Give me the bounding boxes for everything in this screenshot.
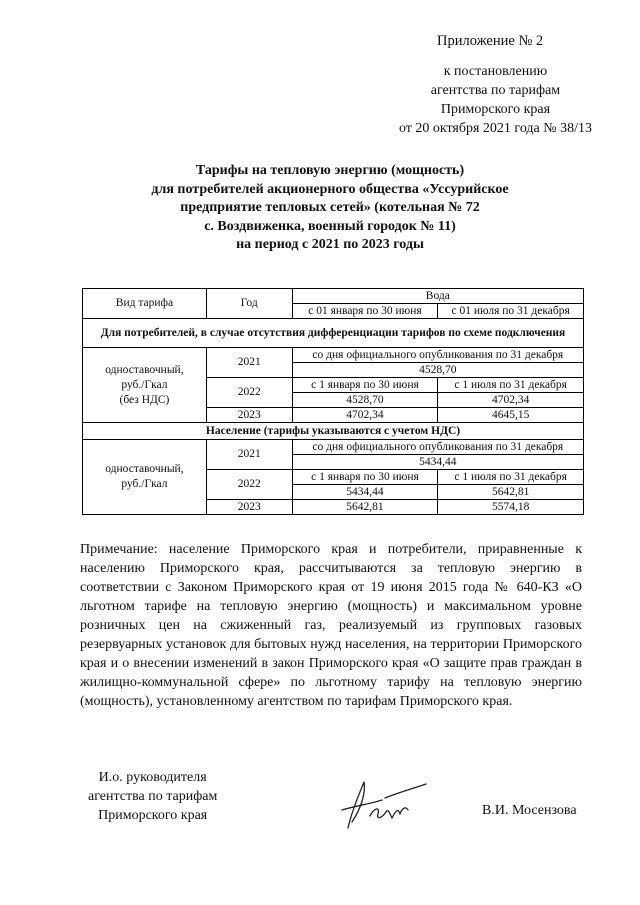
tariff-type-line: (без НДС) [119, 393, 170, 406]
title-line: Тарифы на тепловую энергию (мощность) [195, 163, 465, 178]
year-cell: 2023 [206, 500, 292, 515]
tariff-value: 5642,81 [438, 485, 584, 500]
header-water: Вода [292, 289, 583, 304]
note-paragraph: Примечание: население Приморского края и потребители, приравненные к населению Приморского края, рассчитываются за тепловую энергию в соответствии с Законом Приморского края от 19 июня 2015 года № 640-КЗ «О льготном тарифе на тепловую энергию (мощность) и максимальном уровне розничных цен на сжиженный газ, реализуемый из групповых газовых резервуарных установок для бытовых нужд населения, на территории Приморского края и о внесении изменений в закон Приморского края «О защите прав граждан в жилищно-коммунальной сфере» по льготному тарифу на тепловую энергию (мощность), установленному агентством по тарифам Приморского края. [80, 542, 582, 709]
period-label: со дня официального опубликования по 31 декабря [292, 440, 583, 455]
tariff-value: 4702,34 [292, 408, 438, 423]
section-title: Для потребителей, в случае отсутствия дифференциации тарифов по схеме подключения [83, 319, 584, 348]
tariff-value: 5574,18 [438, 500, 584, 515]
tariff-value: 4528,70 [292, 363, 583, 378]
position-line: И.о. руководителя [98, 770, 207, 785]
appendix-number: Приложение № 2 [437, 33, 544, 49]
tariff-type-line: одноставочный, [105, 363, 184, 376]
title-line: с. Воздвиженка, военный городок № 11) [204, 218, 456, 234]
handwritten-signature-icon [330, 770, 430, 840]
period-label: с 1 января по 30 июня [292, 378, 438, 393]
header-period-second-half: с 01 июля по 31 декабря [438, 304, 584, 319]
period-label: с 1 июля по 31 декабря [438, 378, 584, 393]
period-label: с 1 января по 30 июня [292, 470, 438, 485]
year-cell: 2022 [206, 378, 292, 408]
year-cell: 2021 [206, 440, 292, 470]
signatory-position [88, 768, 217, 825]
header-period-first-half: с 01 января по 30 июня [292, 304, 438, 319]
tariff-value: 4702,34 [438, 393, 584, 408]
resolution-line: к постановлению [443, 64, 548, 79]
period-label: со дня официального опубликования по 31 декабря [292, 348, 583, 363]
tariff-type-line: руб./Гкал [121, 478, 168, 490]
tariff-value: 5642,81 [292, 500, 438, 515]
year-cell: 2021 [206, 348, 292, 378]
title-line: предприятие тепловых сетей» (котельная № 72 [180, 200, 480, 215]
tariff-value: 5434,44 [292, 485, 438, 500]
title-line: для потребителей акционерного общества «Уссурийское [151, 181, 509, 197]
period-label: с 1 июля по 31 декабря [438, 470, 584, 485]
tariff-value: 4528,70 [292, 393, 438, 408]
tariff-type-line: одноставочный, [105, 463, 184, 475]
tariff-type-line: руб./Гкал [121, 378, 168, 391]
year-cell: 2023 [206, 408, 292, 423]
section-title: Население (тарифы указываются с учетом НДС) [83, 423, 584, 440]
tariff-value: 4645,15 [438, 408, 584, 423]
resolution-reference [399, 62, 592, 138]
title-line: на период с 2021 по 2023 годы [236, 237, 424, 252]
tariff-type-cell [83, 348, 207, 423]
tariff-type-cell [83, 440, 207, 515]
header-year: Год [206, 289, 292, 319]
tariff-value: 5434,44 [292, 455, 583, 470]
document-title [120, 162, 540, 255]
resolution-line: от 20 октября 2021 года № 38/13 [398, 121, 592, 136]
resolution-line: Приморского края [440, 102, 551, 117]
signatory-name: В.И. Мосензова [482, 803, 577, 818]
tariff-table [82, 288, 584, 515]
position-line: Приморского края [98, 808, 208, 823]
header-tariff-type: Вид тарифа [83, 289, 207, 319]
position-line: агентства по тарифам [88, 789, 218, 804]
year-cell: 2022 [206, 470, 292, 500]
resolution-line: агентства по тарифам [430, 83, 561, 98]
